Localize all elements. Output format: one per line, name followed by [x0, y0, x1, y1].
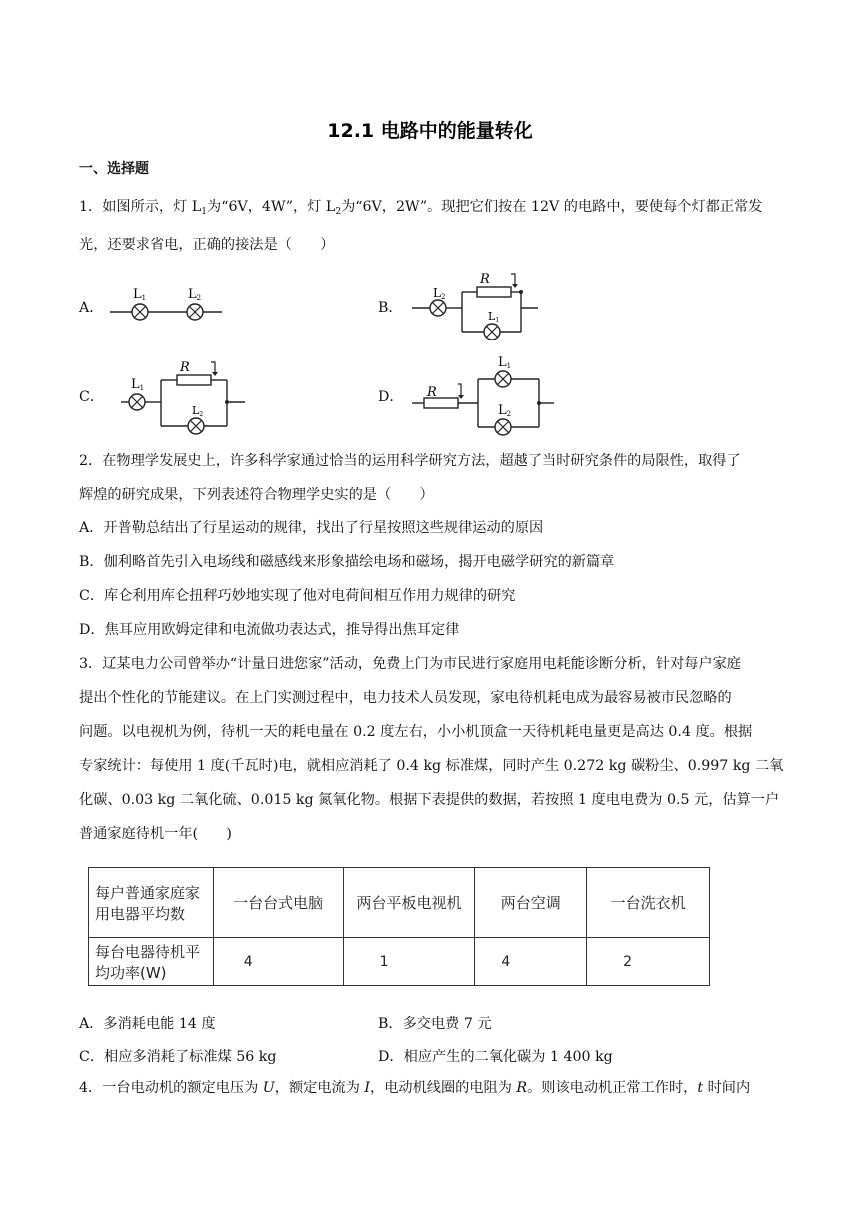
q4-var-u: U — [262, 1080, 275, 1096]
q1-stem-line-2: 光，还要求省电，正确的接法是（ ） — [79, 237, 335, 253]
q3-option-b[interactable]: B．多交电费 7 元 — [378, 1016, 492, 1032]
circuit-c-lamp1-label: L1 — [131, 377, 145, 392]
circuit-a-lamp2-label: L2 — [188, 287, 202, 302]
q1-text-c: 为“6V，2W”。现把它们按在 12V 的电路中，要使每个灯都正常发 — [341, 199, 763, 215]
appliance-standby-table — [88, 867, 710, 986]
q4-var-r: R — [516, 1080, 528, 1096]
q3-option-a[interactable]: A．多消耗电能 14 度 — [79, 1016, 216, 1032]
table-header-cell: 两台平板电视机 — [343, 868, 475, 938]
table-cell: 4 — [213, 938, 343, 986]
circuit-b-diagram — [408, 268, 543, 340]
q1-option-b-label[interactable]: B． — [378, 300, 403, 316]
q4-var-i: I — [364, 1080, 371, 1096]
q3-stem-line-1: 3．辽某电力公司曾举办“计量日进您家”活动，免费上门为市民进行家庭用电耗能诊断分析，针对每户家庭 — [79, 656, 741, 672]
q3-option-d[interactable]: D．相应产生的二氧化碳为 1 400 kg — [378, 1049, 613, 1065]
q3-stem-line-6: 普通家庭待机一年( ) — [79, 826, 232, 842]
q4-text-d: 。则该电动机正常工作时， — [527, 1080, 698, 1096]
q4-text-e: 时间内 — [703, 1080, 751, 1096]
q1-option-a-label[interactable]: A． — [79, 300, 104, 316]
circuit-d-diagram — [408, 352, 558, 442]
table-cell: 2 — [587, 938, 710, 986]
table-header-row — [89, 868, 710, 938]
q1-stem-line-1 — [79, 197, 762, 222]
q4-text-b: ，额定电流为 — [274, 1080, 365, 1096]
q2-option-a[interactable]: A．开普勒总结出了行星运动的规律，找出了行星按照这些规律运动的原因 — [79, 520, 544, 536]
table-header-cell: 一台洗衣机 — [587, 868, 710, 938]
q2-option-b[interactable]: B．伽利略首先引入电场线和磁感线来形象描绘电场和磁场，揭开电磁学研究的新篇章 — [79, 554, 615, 570]
q4-text-c: ，电动机线圈的电阻为 — [370, 1080, 517, 1096]
table-header-cell: 两台空调 — [475, 868, 587, 938]
circuit-d-lamp1-label: L1 — [498, 355, 512, 370]
circuit-a-lamp1-label: L1 — [133, 287, 147, 302]
circuit-c-lamp2-label: L2 — [192, 404, 204, 418]
circuit-d-lamp2-label: L2 — [498, 403, 512, 418]
q1-text-a: 1．如图所示，灯 L — [79, 199, 202, 215]
q1-option-d-label[interactable]: D． — [378, 389, 404, 405]
q3-stem-line-2: 提出个性化的节能建议。在上门实测过程中，电力技术人员发现，家电待机耗电成为最容易被市民忽略的 — [79, 690, 732, 706]
circuit-d-rheostat-label: R — [427, 385, 437, 400]
table-cell: 4 — [475, 938, 587, 986]
q1-sub-2: 2 — [335, 207, 342, 217]
q1-text-b: 为“6V，4W”，灯 L — [207, 199, 336, 215]
q3-stem-line-5: 化碳、0.03 kg 二氧化硫、0.015 kg 氮氧化物。根据下表提供的数据，若按照 1 度电电费为 0.5 元，估算一户 — [79, 792, 780, 808]
table-cell: 1 — [343, 938, 475, 986]
circuit-b-lamp2-label: L2 — [433, 286, 446, 301]
q4-stem-line-1 — [79, 1078, 750, 1098]
page-title: 12.1 电路中的能量转化 — [327, 120, 533, 142]
q2-option-d[interactable]: D．焦耳应用欧姆定律和电流做功表达式，推导得出焦耳定律 — [79, 622, 460, 638]
circuit-b-rheostat-label: R — [480, 272, 490, 287]
q3-stem-line-3: 问题。以电视机为例，待机一天的耗电量在 0.2 度左右，小小机顶盒一天待机耗电量更是高达 0.4 度。根据 — [79, 724, 753, 740]
q4-text-a: 4．一台电动机的额定电压为 — [79, 1080, 263, 1096]
q4-var-t: t — [697, 1080, 704, 1096]
circuit-a-diagram — [100, 282, 230, 328]
circuit-c-rheostat-label: R — [180, 360, 190, 375]
q2-stem-line-1: 2．在物理学发展史上，许多科学家通过恰当的运用科学研究方法，超越了当时研究条件的局限性，取得了 — [79, 453, 741, 469]
q2-option-c[interactable]: C．库仑利用库仑扭秤巧妙地实现了他对电荷间相互作用力规律的研究 — [79, 588, 516, 604]
circuit-b-lamp1-label: L1 — [488, 310, 500, 324]
circuit-c-diagram — [117, 356, 252, 436]
q3-option-c[interactable]: C．相应多消耗了标准煤 56 kg — [79, 1049, 277, 1065]
table-header-cell: 每户普通家庭家用电器平均数 — [89, 868, 214, 938]
q3-stem-line-4: 专家统计：每使用 1 度(千瓦时)电，就相应消耗了 0.4 kg 标准煤，同时产生 0.272 kg 碳粉尘、0.997 kg 二氧 — [79, 758, 784, 774]
q1-option-c-label[interactable]: C． — [79, 389, 105, 405]
q1-sub-1: 1 — [201, 207, 208, 217]
table-header-cell: 一台台式电脑 — [213, 868, 343, 938]
table-cell: 每台电器待机平均功率(W) — [89, 938, 214, 986]
table-row — [89, 938, 710, 986]
q2-stem-line-2: 辉煌的研究成果，下列表述符合物理学史实的是（ ） — [79, 487, 434, 503]
section-heading: 一、选择题 — [79, 161, 149, 177]
